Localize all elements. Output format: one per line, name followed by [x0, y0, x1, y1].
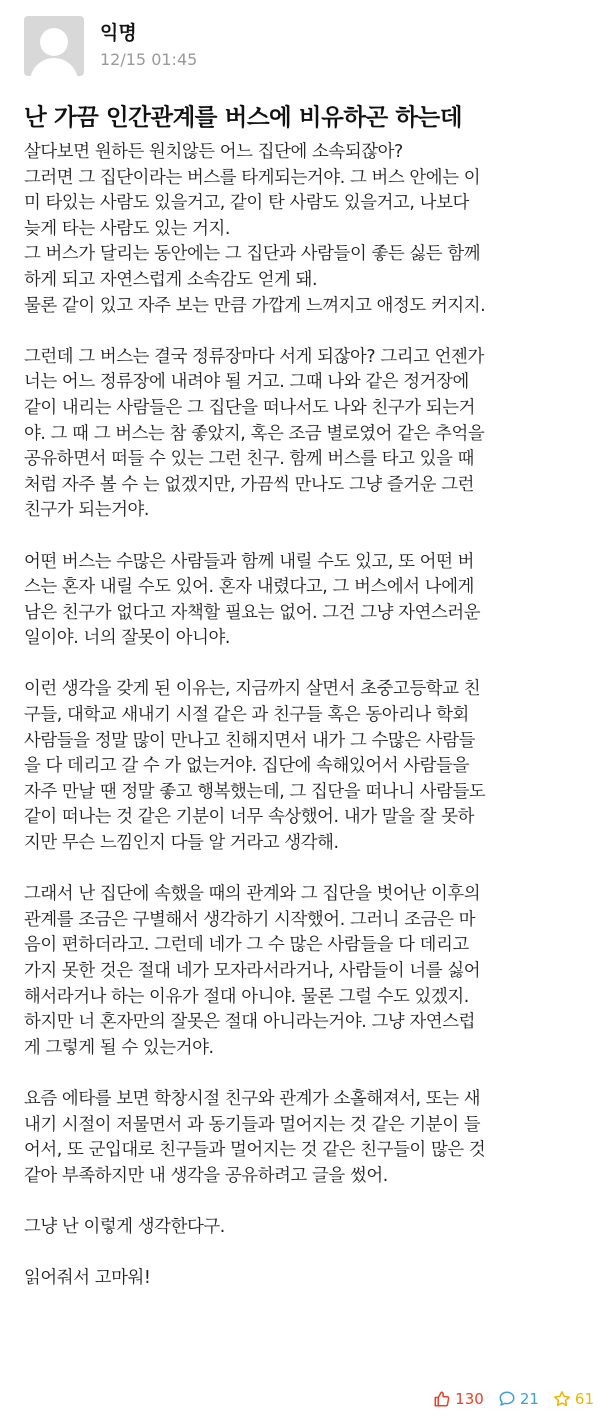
- author-name: 익명: [100, 22, 137, 44]
- post-paragraph: [24, 345, 604, 524]
- post-paragraph: [24, 882, 604, 1061]
- post-line: 처럼 자주 볼 수 는 없겠지만, 가끔씩 만나도 그냥 즐거운 그런: [24, 474, 474, 495]
- post-paragraph: [24, 1215, 604, 1241]
- avatar-head-shape: [40, 28, 68, 56]
- comment-icon: [498, 1390, 516, 1408]
- post-line: 관계를 조금은 구별해서 생각하기 시작했어. 그러니 조금은 마: [24, 909, 476, 930]
- post-line: 살다보면 원하든 원치않든 어느 집단에 소속되잖아?: [24, 142, 403, 162]
- avatar-body-shape: [30, 58, 78, 76]
- post-line: 자주 만날 땐 정말 좋고 행복했는데, 그 집단을 떠나니 사람들도: [24, 781, 486, 802]
- avatar[interactable]: [24, 16, 84, 76]
- like-count[interactable]: [433, 1390, 484, 1408]
- post-line: 사람들을 정말 많이 만나고 친해지면서 내가 그 수많은 사람들: [24, 730, 476, 751]
- post-line: 야. 그 때 그 버스는 참 좋았지, 혹은 조금 별로였어 같은 추억을: [24, 423, 485, 444]
- post-line: 일이야. 너의 잘못이 아니야.: [24, 628, 231, 649]
- post-stats: [433, 1390, 594, 1408]
- post-line: 해서라거나 하는 이유가 절대 아니야. 물론 그럴 수도 있겠지.: [24, 986, 469, 1007]
- post-line: 그 버스가 달리는 동안에는 그 집단과 사람들이 좋든 싫든 함께: [24, 244, 481, 265]
- post-line: 남은 친구가 없다고 자책할 필요는 없어. 그건 그냥 자연스러운: [24, 602, 481, 623]
- post-line: 그러면 그 집단이라는 버스를 타게되는거야. 그 버스 안에는 이: [24, 167, 481, 188]
- post-title: 난 가끔 인간관계를 버스에 비유하곤 하는데: [24, 103, 463, 131]
- post-line: 게 그렇게 될 수 있는거야.: [24, 1037, 214, 1058]
- post-line: 친구가 되는거야.: [24, 500, 150, 521]
- scrap-count-value: 61: [574, 1390, 594, 1408]
- post-line: 물론 같이 있고 자주 보는 만큼 가깝게 느껴지고 애정도 커지지.: [24, 295, 486, 316]
- post-paragraph: [24, 1266, 604, 1292]
- post-line: 내기 시절이 저물면서 과 동기들과 멀어지는 것 같은 기분이 들: [24, 1114, 481, 1135]
- post-line: 그런데 그 버스는 결국 정류장마다 서게 되잖아? 그리고 언젠가: [24, 346, 484, 367]
- post-line: 읽어줘서 고마워!: [24, 1268, 151, 1289]
- post-line: 이런 생각을 갖게 된 이유는, 지금까지 살면서 초중고등학교 친: [24, 679, 481, 700]
- post-paragraph: [24, 677, 604, 856]
- post-paragraph: [24, 550, 604, 652]
- like-count-value: 130: [455, 1390, 484, 1408]
- comment-count[interactable]: [498, 1390, 539, 1408]
- post-line: 같아 부족하지만 내 생각을 공유하려고 글을 썼어.: [24, 1165, 388, 1186]
- post-line: 을 다 데리고 갈 수 가 없는거야. 집단에 속해있어서 사람들을: [24, 756, 469, 777]
- post-line: 가지 못한 것은 절대 네가 모자라서라거나, 사람들이 너를 싫어: [24, 961, 481, 981]
- post-line: 어서, 또 군입대로 친구들과 멀어지는 것 같은 친구들이 많은 것: [24, 1140, 486, 1161]
- post-line: 음이 편하더라고. 그런데 네가 그 수 많은 사람들을 다 데리고: [24, 935, 469, 956]
- post-line: 하게 되고 자연스럽게 소속감도 얻게 돼.: [24, 269, 318, 290]
- post-line: 미 타있는 사람도 있을거고, 같이 탄 사람도 있을거고, 나보다: [24, 193, 469, 214]
- thumbs-up-icon: [433, 1390, 451, 1408]
- post-paragraph: [24, 1087, 604, 1189]
- post-line: 구들, 대학교 새내기 시절 같은 과 친구들 혹은 동아리나 학회: [24, 705, 469, 726]
- post-line: 요즘 에타를 보면 학창시절 친구와 관계가 소홀해져서, 또는 새: [24, 1088, 481, 1109]
- post-body: [24, 140, 604, 1317]
- scrap-count[interactable]: [553, 1390, 594, 1408]
- post-line: 같이 내리는 사람들은 그 집단을 떠나서도 나와 친구가 되는거: [24, 397, 476, 418]
- star-icon: [553, 1390, 571, 1408]
- post-line: 그래서 난 집단에 속했을 때의 관계와 그 집단을 벗어난 이후의: [24, 884, 481, 905]
- post-line: 공유하면서 떠들 수 있는 그런 친구. 함께 버스를 타고 있을 때: [24, 449, 474, 470]
- post-line: 지만 무슨 느낌인지 다들 알 거라고 생각해.: [24, 833, 339, 854]
- post-line: 그냥 난 이렇게 생각한다구.: [24, 1216, 225, 1237]
- post-line: 늦게 타는 사람도 있는 거지.: [24, 218, 231, 239]
- comment-count-value: 21: [519, 1390, 539, 1408]
- post-line: 너는 어느 정류장에 내려야 될 거고. 그때 나와 같은 정거장에: [24, 372, 469, 393]
- post-header: [24, 16, 584, 78]
- post-line: 스는 혼자 내릴 수도 있어. 혼자 내렸다고, 그 버스에서 나에게: [24, 577, 474, 598]
- post-line: 같이 떠나는 것 같은 기분이 너무 속상했어. 내가 말을 잘 못하: [24, 807, 474, 828]
- post-line: 하지만 너 혼자만의 잘못은 절대 아니라는거야. 그냥 자연스럽: [24, 1012, 476, 1033]
- post-timestamp: 12/15 01:45: [100, 50, 198, 69]
- post-paragraph: [24, 140, 604, 319]
- post-line: 어떤 버스는 수많은 사람들과 함께 내릴 수도 있고, 또 어떤 버: [24, 551, 474, 572]
